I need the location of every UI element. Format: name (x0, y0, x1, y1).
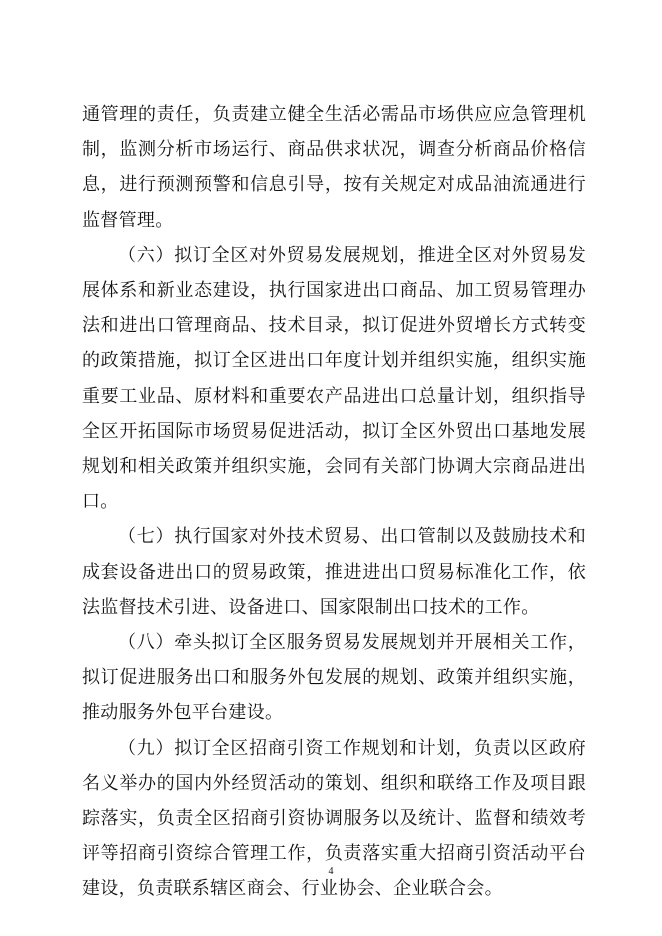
paragraph-continuation: 通管理的责任，负责建立健全生活必需品市场供应应急管理机制，监测分析市场运行、商品供求状况，调查分析商品价格信息，进行预测预警和信息引导，按有关规定对成品油流通进行监督管理。 (82, 104, 586, 231)
paragraph-item-8: （八）牵头拟订全区服务贸易发展规划并开展相关工作，拟订促进服务出口和服务外包发展的规划、政策并组织实施，推动服务外包平台建设。 (82, 632, 586, 724)
paragraph-item-9: （九）拟订全区招商引资工作规划和计划，负责以区政府名义举办的国内外经贸活动的策划、组织和联络工作及项目跟踪落实，负责全区招商引资协调服务以及统计、监督和绩效考评等招商引资综合管理工作，负责落实重大招商引资活动平台建设，负责联系辖区商会、行业协会、企业联合会。 (82, 737, 586, 900)
paragraph-item-7: （七）执行国家对外技术贸易、出口管制以及鼓励技术和成套设备进出口的贸易政策，推进进出口贸易标准化工作，依法监督技术引进、设备进口、国家限制出口技术的工作。 (82, 526, 586, 618)
document-body (82, 97, 586, 907)
paragraph-item-6: （六）拟订全区对外贸易发展规划，推进全区对外贸易发展体系和新业态建设，执行国家进出口商品、加工贸易管理办法和进出口管理商品、技术目录，拟订促进外贸增长方式转变的政策措施，拟订全区进出口年度计划并组织实施，组织实施重要工业品、原材料和重要农产品进出口总量计划，组织指导全区开拓国际市场贸易促进活动，拟订全区外贸出口基地发展规划和相关政策并组织实施，会同有关部门协调大宗商品进出口。 (82, 244, 586, 513)
page-number: 4 (328, 866, 334, 877)
